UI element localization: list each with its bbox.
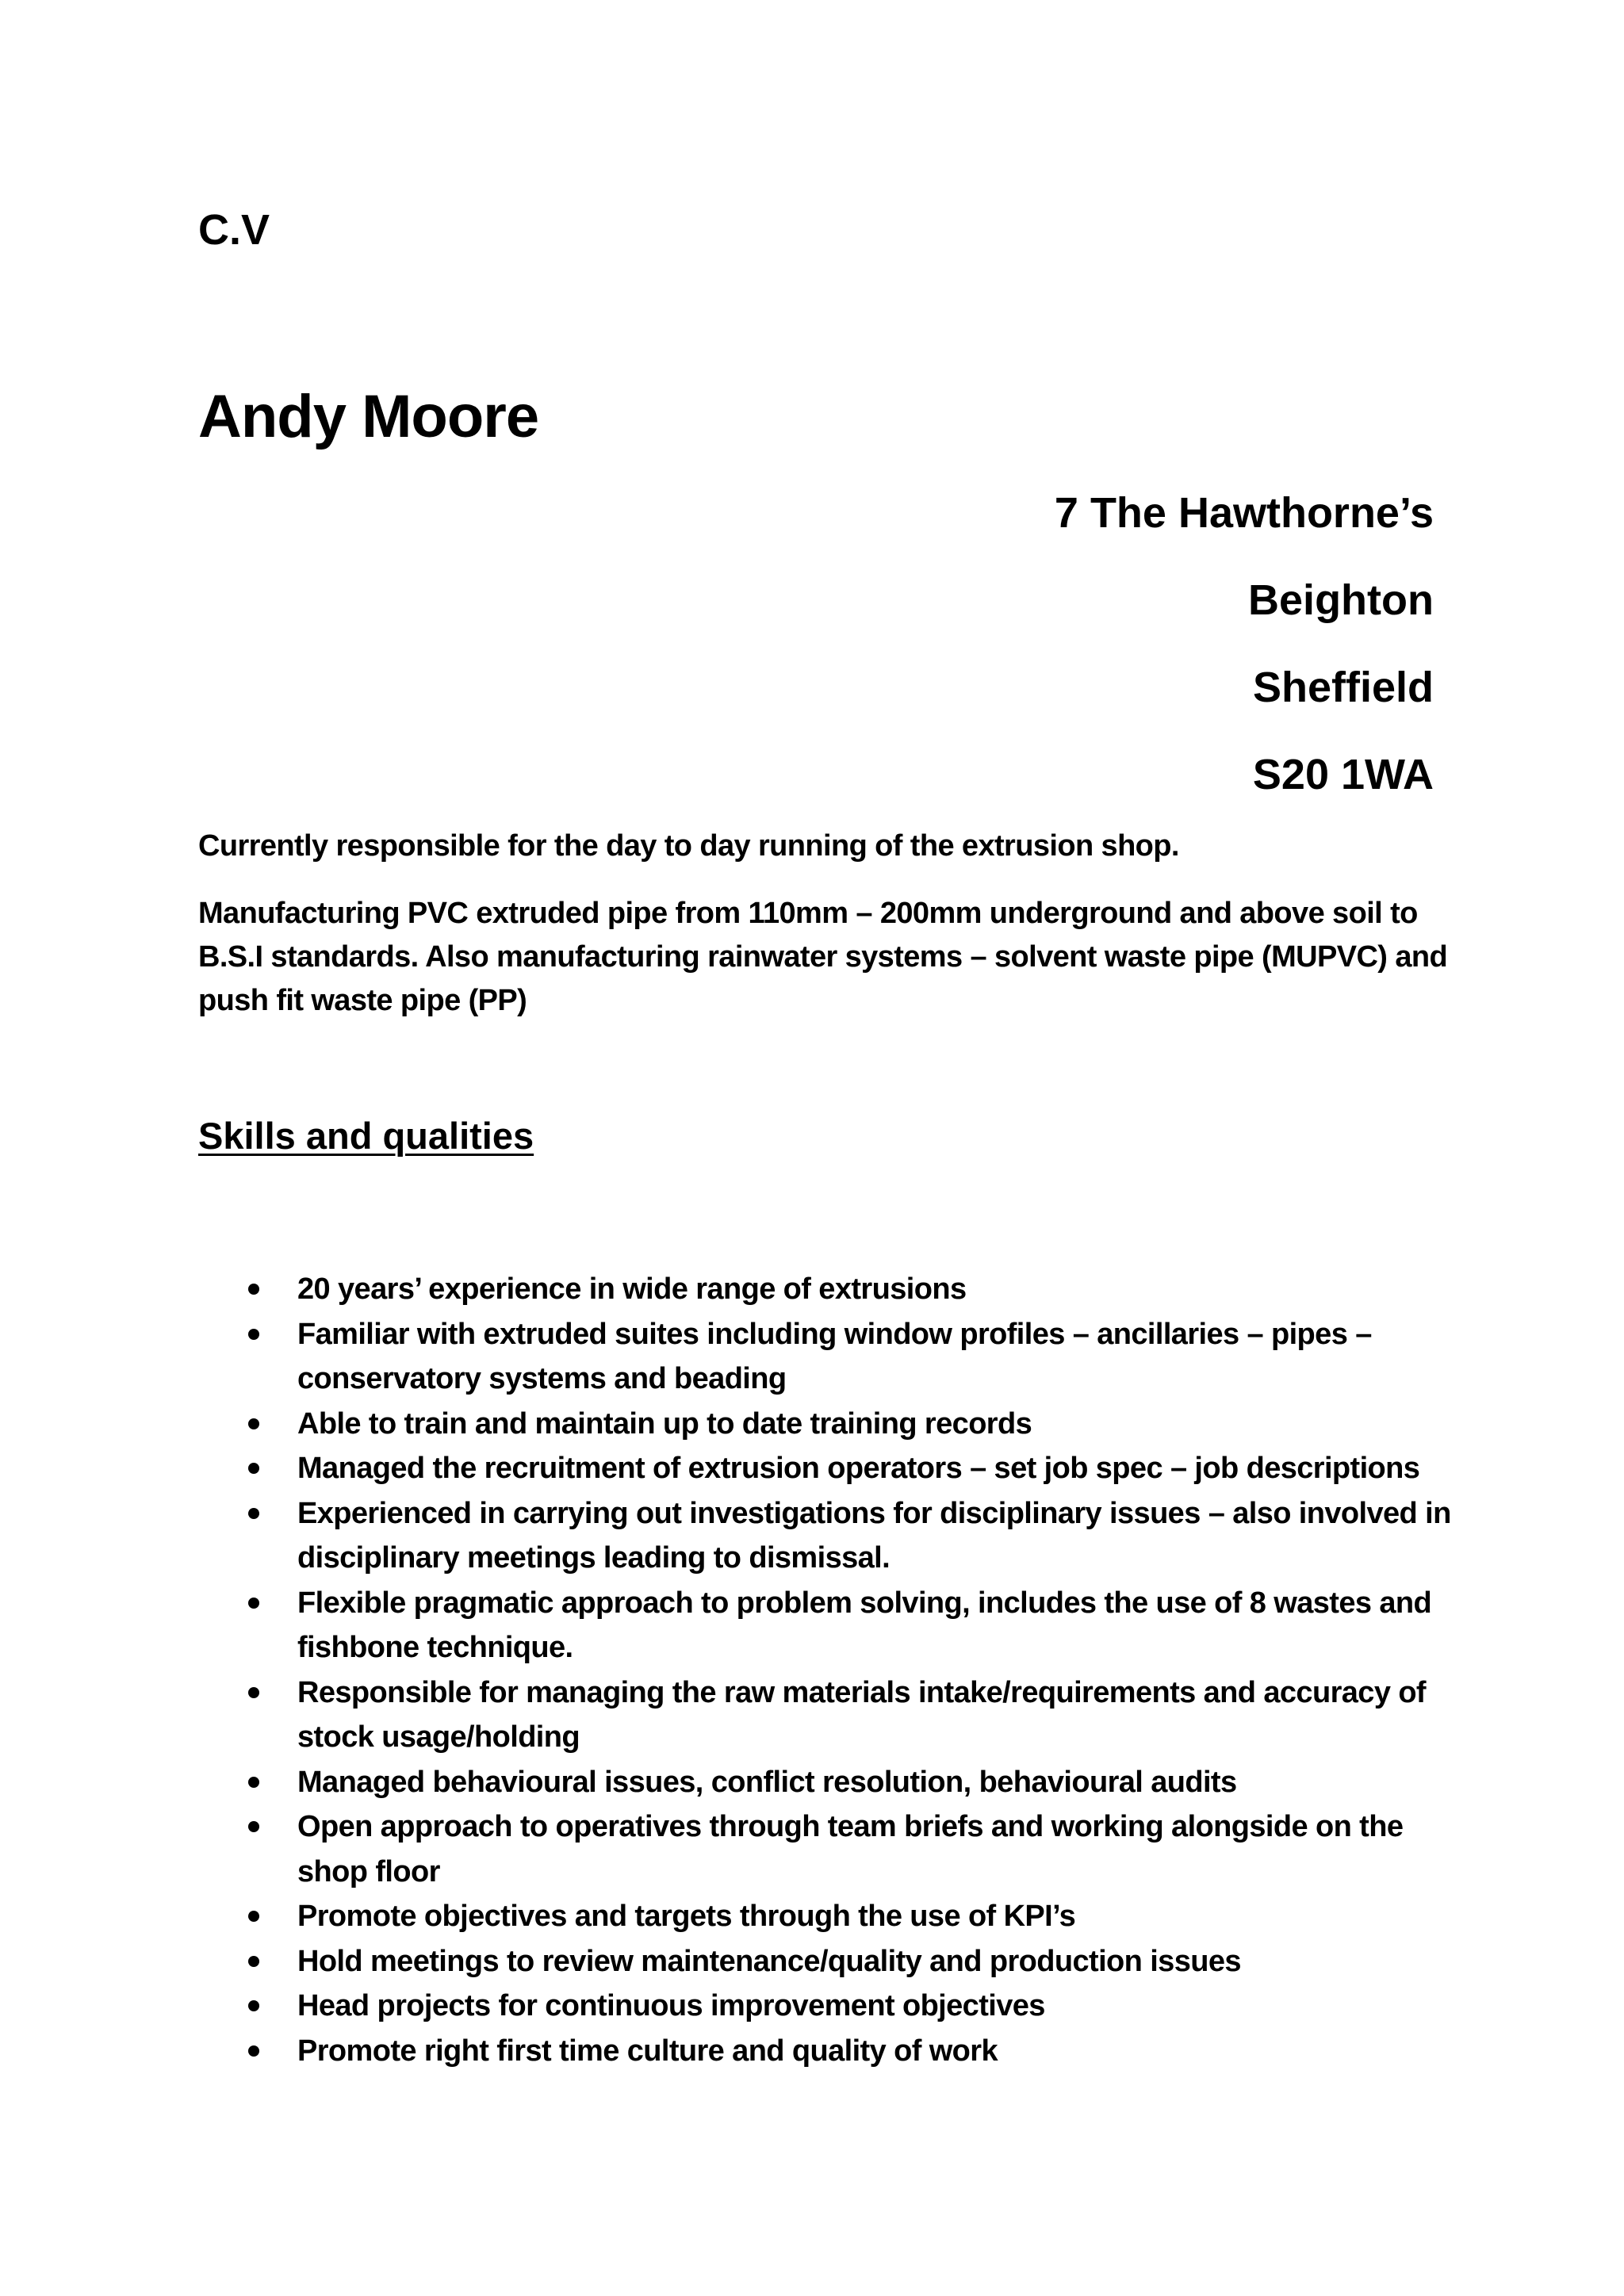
skill-item bbox=[198, 1312, 1451, 1402]
bullet-icon bbox=[248, 1598, 259, 1609]
address-line-area: Beighton bbox=[1248, 576, 1434, 624]
skill-item bbox=[198, 1402, 1451, 1447]
address-line-street: 7 The Hawthorne’s bbox=[1054, 489, 1434, 537]
skill-text: Promote right first time culture and quality of work bbox=[297, 2034, 998, 2068]
skill-text: Able to train and maintain up to date training records bbox=[297, 1406, 1032, 1441]
bullet-icon bbox=[248, 2045, 259, 2057]
cv-label: C.V bbox=[198, 206, 270, 254]
address-block bbox=[1055, 485, 1434, 834]
skill-text: Flexible pragmatic approach to problem solving, includes the use of 8 wastes and fishbone technique. bbox=[297, 1586, 1432, 1664]
bullet-icon bbox=[248, 2000, 259, 2011]
skill-text: Familiar with extruded suites including window profiles – ancillaries – pipes – conservatory systems and beading bbox=[297, 1317, 1372, 1395]
bullet-icon bbox=[248, 1329, 259, 1340]
bullet-icon bbox=[248, 1687, 259, 1698]
skill-text: Responsible for managing the raw materials intake/requirements and accuracy of stock usage/holding bbox=[297, 1675, 1426, 1754]
bullet-icon bbox=[248, 1463, 259, 1474]
bullet-icon bbox=[248, 1911, 259, 1922]
skill-item bbox=[198, 1267, 1451, 1312]
summary-paragraph-manufacturing: Manufacturing PVC extruded pipe from 110mm – 200mm underground and above soil to B.S.I standards. Also manufacturing rainwater systems – solvent waste pipe (MUPVC) and push fit waste pipe (PP) bbox=[198, 897, 1448, 1017]
bullet-icon bbox=[248, 1777, 259, 1788]
summary-paragraph-current-role: Currently responsible for the day to day running of the extrusion shop. bbox=[198, 829, 1179, 863]
skill-text: Hold meetings to review maintenance/quality and production issues bbox=[297, 1944, 1241, 1978]
skills-heading: Skills and qualities bbox=[198, 1115, 534, 1157]
skill-text: Experienced in carrying out investigations for disciplinary issues – also involved in disciplinary meetings leading to dismissal. bbox=[297, 1496, 1451, 1575]
address-line-city: Sheffield bbox=[1252, 664, 1434, 711]
skill-item bbox=[198, 1939, 1451, 1984]
address-line-postcode: S20 1WA bbox=[1252, 751, 1434, 798]
candidate-name: Andy Moore bbox=[198, 383, 539, 450]
bullet-icon bbox=[248, 1418, 259, 1429]
skill-text: Head projects for continuous improvement objectives bbox=[297, 1989, 1045, 2022]
skill-text: Open approach to operatives through team briefs and working alongside on the shop floor bbox=[297, 1810, 1404, 1888]
skill-item bbox=[198, 2029, 1451, 2074]
skill-item bbox=[198, 1670, 1451, 1760]
bullet-icon bbox=[248, 1284, 259, 1295]
skills-list bbox=[198, 1267, 1451, 2073]
bullet-icon bbox=[248, 1821, 259, 1832]
bullet-icon bbox=[248, 1956, 259, 1967]
skill-text: Promote objectives and targets through the use of KPI’s bbox=[297, 1900, 1076, 1933]
skill-item bbox=[198, 1984, 1451, 2029]
skill-item bbox=[198, 1894, 1451, 1939]
skill-item bbox=[198, 1581, 1451, 1670]
skill-text: 20 years’ experience in wide range of extrusions bbox=[297, 1272, 967, 1306]
skill-item bbox=[198, 1446, 1451, 1491]
skill-item bbox=[198, 1804, 1451, 1894]
bullet-icon bbox=[248, 1508, 259, 1519]
skill-text: Managed behavioural issues, conflict resolution, behavioural audits bbox=[297, 1765, 1237, 1799]
skill-text: Managed the recruitment of extrusion operators – set job spec – job descriptions bbox=[297, 1452, 1420, 1485]
skill-item bbox=[198, 1760, 1451, 1805]
skill-item bbox=[198, 1491, 1451, 1581]
